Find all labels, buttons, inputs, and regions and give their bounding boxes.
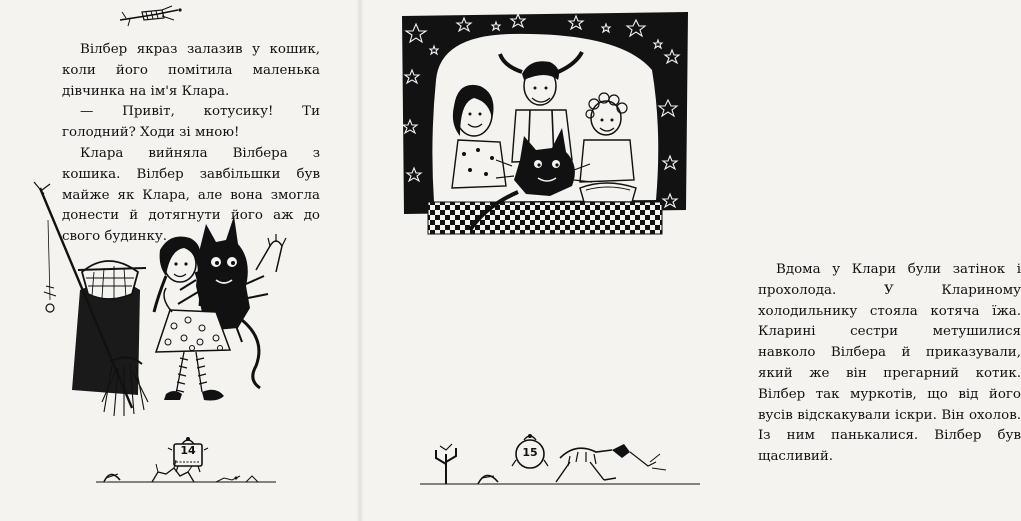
page-number: 14 xyxy=(180,444,196,457)
family-with-wilbur-illustration xyxy=(400,10,690,242)
klara-carrying-wilbur-illustration xyxy=(20,180,320,420)
right-page xyxy=(360,0,1021,521)
paragraph: Вдома у Клари були затінок і прохолода. У Клариному холодильнику стояла котяча їжа. Кларині сестри метушилися навколо Вілбера й приказували, який же він прегарний котик. Вілбер так муркотів, що від його вусів відскакували іскри. Він охолов. Із ним панькалися. Вілбер був щасливий. xyxy=(758,262,1021,465)
ground-doodle-icon xyxy=(420,432,700,492)
header-doodle-icon xyxy=(118,6,188,28)
paragraph: — Привіт, котусику! Ти голодний? Ходи зі мною! xyxy=(62,104,320,141)
paragraph: Вілбер якраз залазив у кошик, коли його помітила маленька дівчинка на ім'я Клара. xyxy=(62,42,320,99)
right-page-text xyxy=(758,260,1021,468)
left-page xyxy=(0,0,360,521)
page-number: 15 xyxy=(522,446,538,459)
paragraph: Клара вийняла Вілбера з кошика. Вілбер завбільшки був майже як Клара, але вона змогла донести й дотягнути його аж до свого будинку. xyxy=(62,145,320,245)
ground-doodle-icon xyxy=(96,458,276,488)
